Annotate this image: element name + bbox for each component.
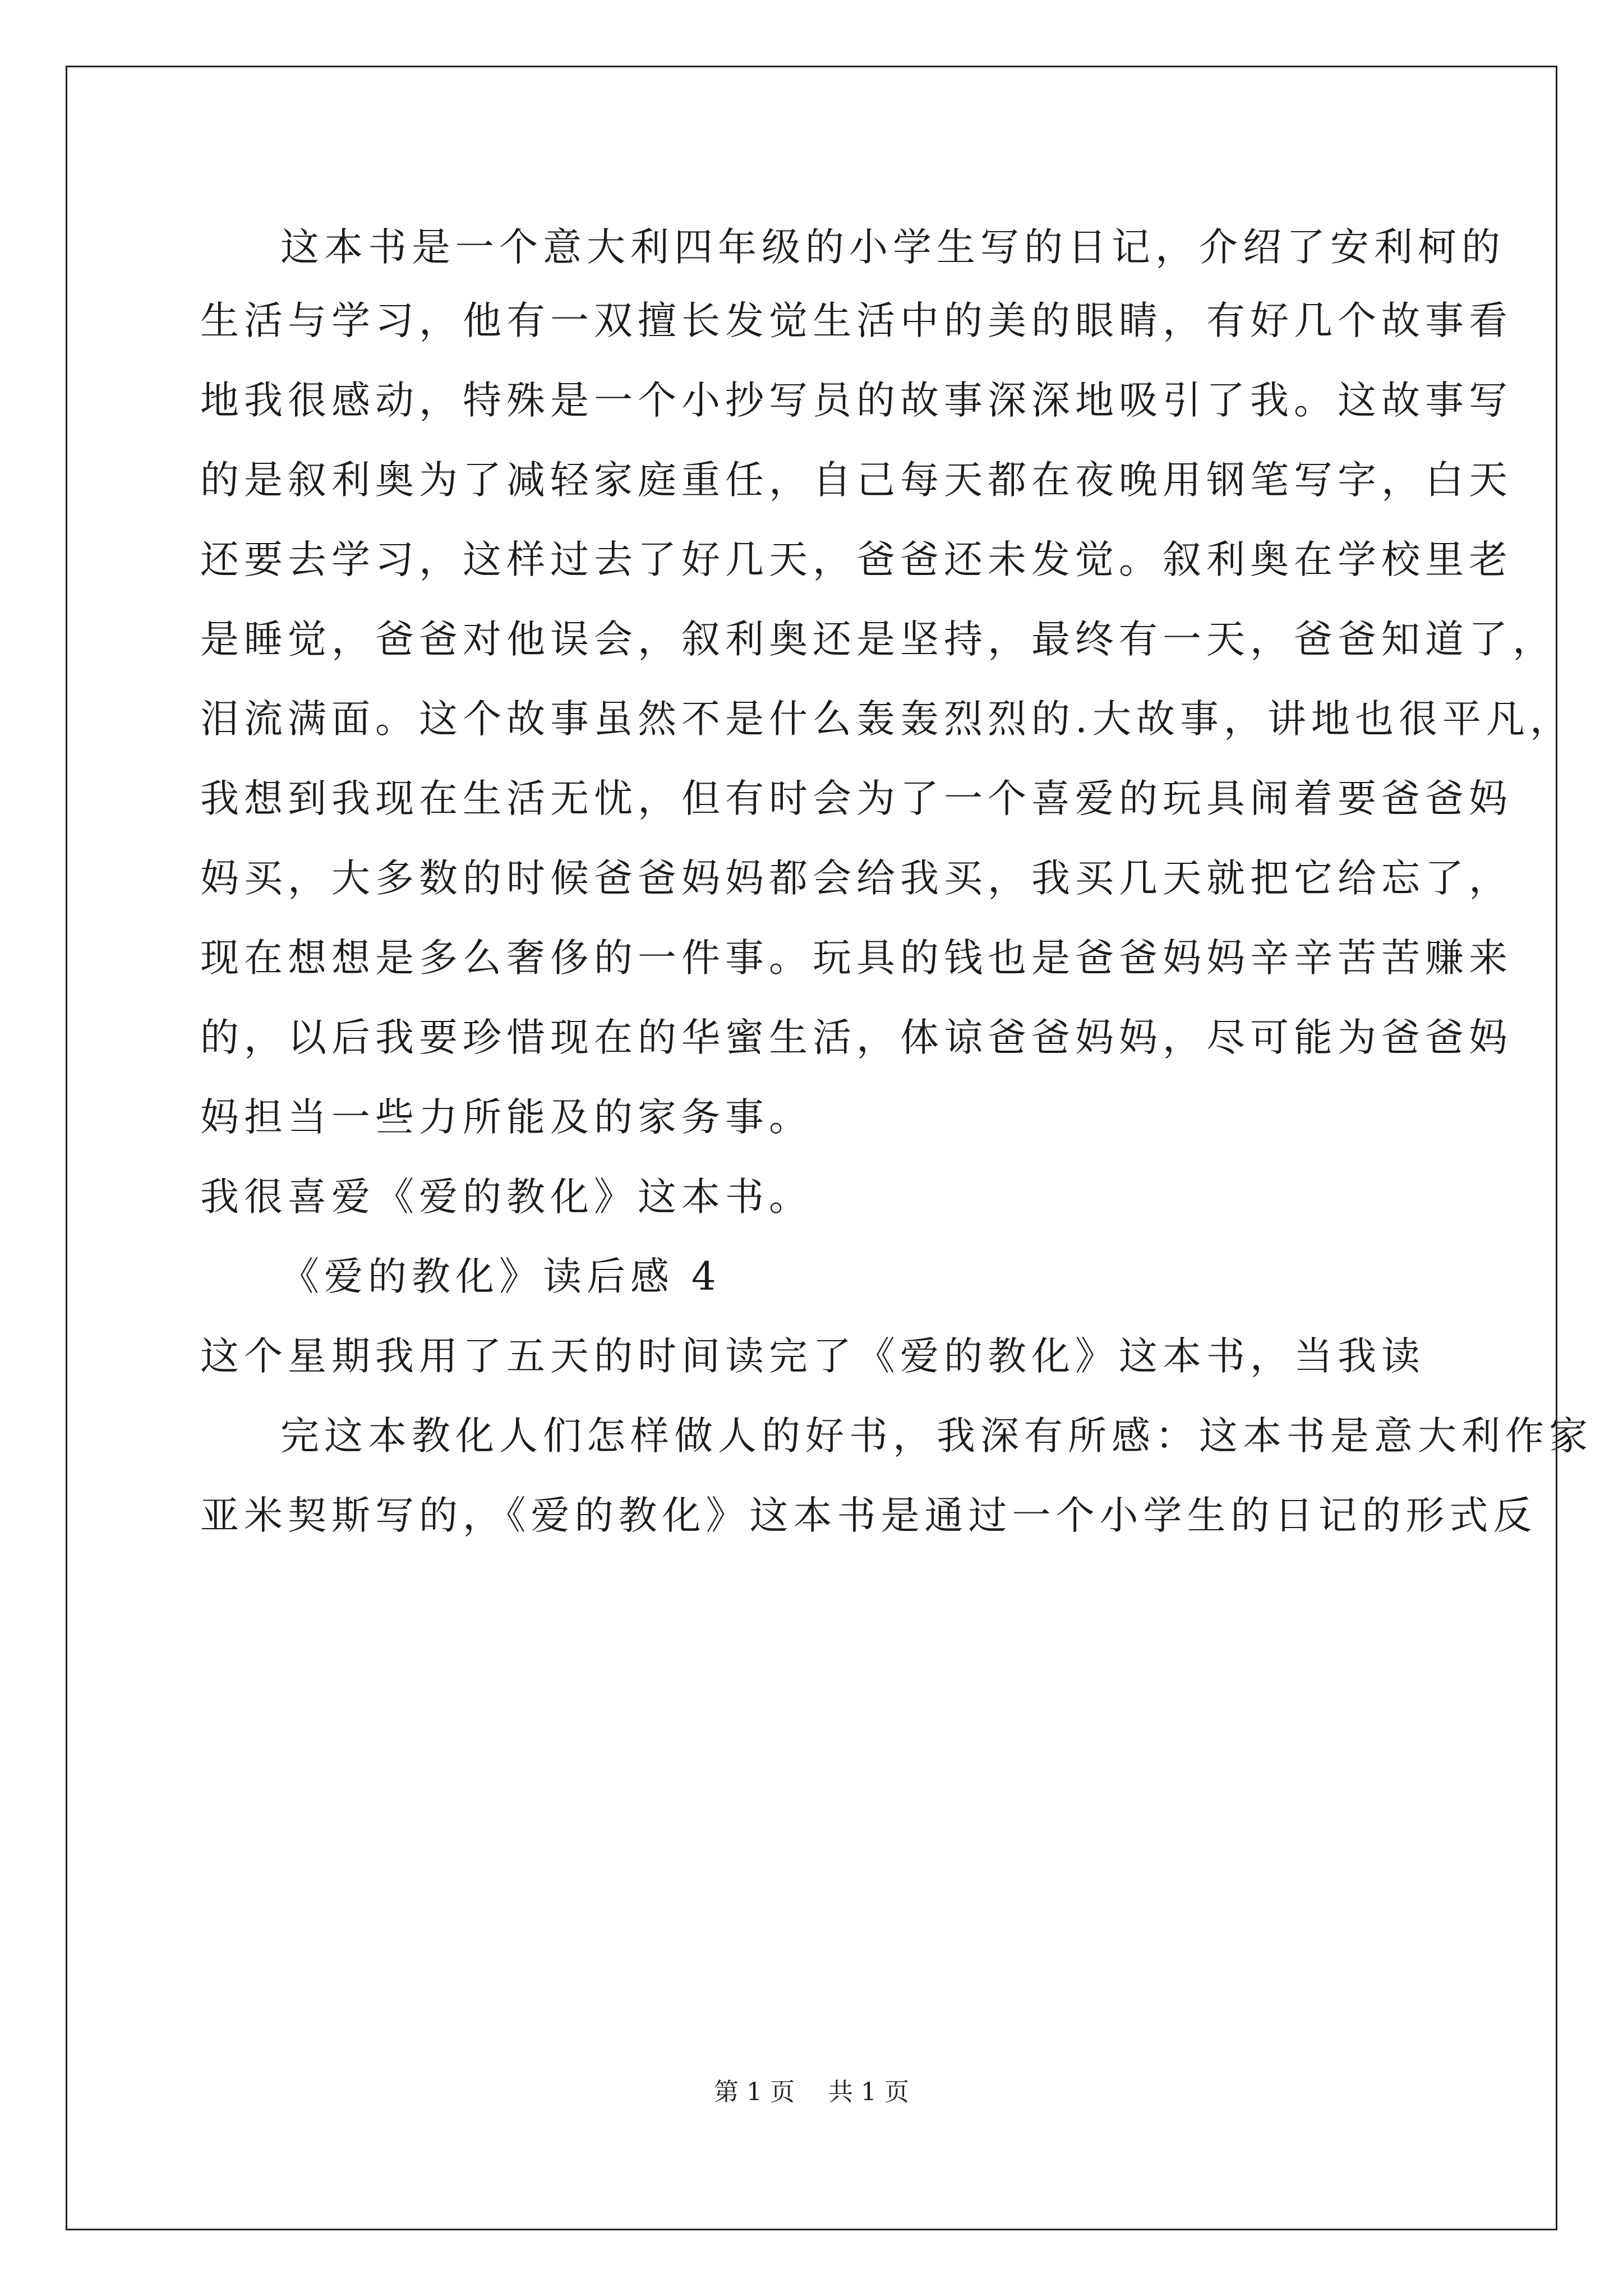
page-number-current: 第 1 页 [714, 2078, 795, 2106]
text-line: 我很喜爱《爱的教化》这本书。 [200, 1175, 813, 1220]
text-line: 我想到我现在生活无忧，但有时会为了一个喜爱的玩具闹着要爸爸妈 [200, 776, 1513, 821]
text-line: 是睡觉，爸爸对他误会，叙利奥还是坚持，最终有一天，爸爸知道了， [200, 617, 1556, 662]
text-line: 生活与学习，他有一双擅长发觉生活中的美的眼睛，有好几个故事看 [200, 298, 1513, 343]
text-line: 妈买，大多数的时候爸爸妈妈都会给我买，我买几天就把它给忘了， [200, 856, 1513, 901]
text-line: 完这本教化人们怎样做人的好书，我深有所感：这本书是意大利作家 [280, 1414, 1593, 1458]
section-heading: 这个星期我用了五天的时间读完了《爱的教化》这本书，当我读 [200, 1334, 1425, 1379]
paragraph-line: 《爱的教化》读后感 4 [280, 1254, 721, 1299]
text-line: 泪流满面。这个故事虽然不是什么轰轰烈烈的.大故事，讲地也很平凡， [200, 697, 1574, 742]
text-line: 还要去学习，这样过去了好几天，爸爸还未发觉。叙利奥在学校里老 [200, 537, 1513, 582]
text-line: 的是叙利奥为了减轻家庭重任，自己每天都在夜晚用钢笔写字，白天 [200, 458, 1513, 503]
text-line: 地我很感动，特殊是一个小抄写员的故事深深地吸引了我。这故事写 [200, 378, 1513, 423]
text-line: 的，以后我要珍惜现在的华蜜生活，体谅爸爸妈妈，尽可能为爸爸妈 [200, 1015, 1513, 1060]
text-line: 亚米契斯写的，《爱的教化》这本书是通过一个小学生的日记的形式反 [200, 1493, 1537, 1538]
text-line: 这本书是一个意大利四年级的小学生写的日记，介绍了安利柯的 [280, 225, 1505, 270]
text-line: 妈担当一些力所能及的家务事。 [200, 1095, 813, 1140]
text-line: 现在想想是多么奢侈的一件事。玩具的钱也是爸爸妈妈辛辛苦苦赚来 [200, 936, 1513, 981]
page-number-total: 共 1 页 [828, 2078, 909, 2106]
text-line [200, 1570, 1423, 1621]
page-footer [0, 2076, 1623, 2109]
